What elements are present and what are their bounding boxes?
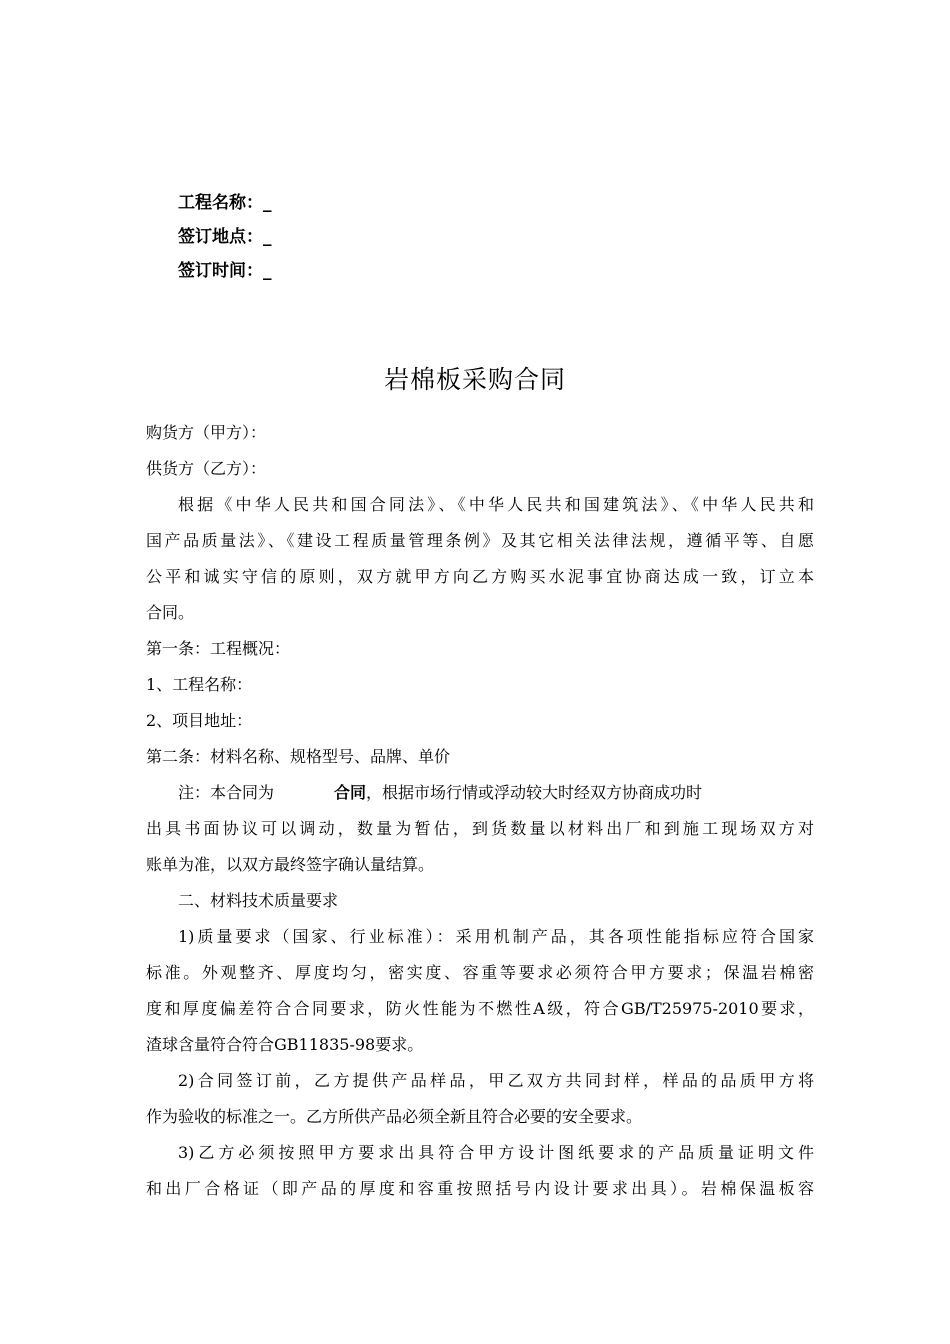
note-prefix: 注：本合同为: [178, 783, 275, 802]
preamble-line: 公平和诚实守信的原则，双方就甲方向乙方购买水泥事宜协商达成一致，订立本: [146, 567, 814, 586]
sign-place-line: 签订地点：_: [178, 227, 272, 247]
sample-requirement-line: 作为验收的标准之一。乙方所供产品必须全新且符合必要的安全要求。: [146, 1107, 643, 1126]
project-address-item: 2、项目地址：: [146, 711, 253, 730]
certificate-requirement-line: 3)乙方必须按照甲方要求出具符合甲方设计图纸要求的产品质量证明文件: [178, 1143, 814, 1162]
sample-requirement-line: 2)合同签订前，乙方提供产品样品，甲乙双方共同封样，样品的品质甲方将: [178, 1071, 814, 1090]
note-line: [146, 775, 814, 811]
preamble-line: 合同。: [146, 603, 195, 622]
cover-info: [178, 186, 778, 288]
article-two-heading: 第二条：材料名称、规格型号、品牌、单价: [146, 747, 451, 766]
buyer-line: 购货方（甲方）：: [146, 423, 267, 442]
quality-requirement-line: 渣球含量符合符合GB11835-98要求。: [146, 1035, 424, 1054]
section-two-heading: 二、材料技术质量要求: [178, 891, 339, 910]
quality-requirement-line: 1)质量要求（国家、行业标准）：采用机制产品，其各项性能指标应符合国家: [178, 927, 814, 946]
note-contract-word: 合同: [334, 783, 367, 802]
contract-body: [146, 415, 814, 1207]
contract-title: 岩棉板采购合同: [383, 365, 566, 394]
certificate-requirement-line: 和出厂合格证（即产品的厚度和容重按照括号内设计要求出具）。岩棉保温板容: [146, 1179, 814, 1198]
note-line: 账单为准，以双方最终签字确认量结算。: [146, 855, 435, 874]
quality-requirement-line: 标准。外观整齐、厚度均匀，密实度、容重等要求必须符合甲方要求；保温岩棉密: [146, 963, 814, 982]
sign-time-line: 签订时间：_: [178, 261, 272, 281]
supplier-line: 供货方（乙方）：: [146, 459, 267, 478]
project-name-item: 1、工程名称：: [146, 675, 253, 694]
quality-requirement-line: 度和厚度偏差符合合同要求，防火性能为不燃性A级，符合GB/T25975-2010要求，: [146, 999, 814, 1018]
preamble-line: 国产品质量法》、《建设工程质量管理条例》及其它相关法律法规，遵循平等、自愿: [146, 531, 814, 550]
note-suffix: ，根据市场行情或浮动较大时经双方协商成功时: [366, 783, 703, 802]
preamble-line: 根据《中华人民共和国合同法》、《中华人民共和国建筑法》、《中华人民共和: [178, 495, 814, 514]
article-one-heading: 第一条：工程概况：: [146, 639, 291, 658]
project-name-line: 工程名称：_: [178, 193, 272, 213]
note-line: 出具书面协议可以调动，数量为暂估，到货数量以材料出厂和到施工现场双方对: [146, 819, 814, 838]
